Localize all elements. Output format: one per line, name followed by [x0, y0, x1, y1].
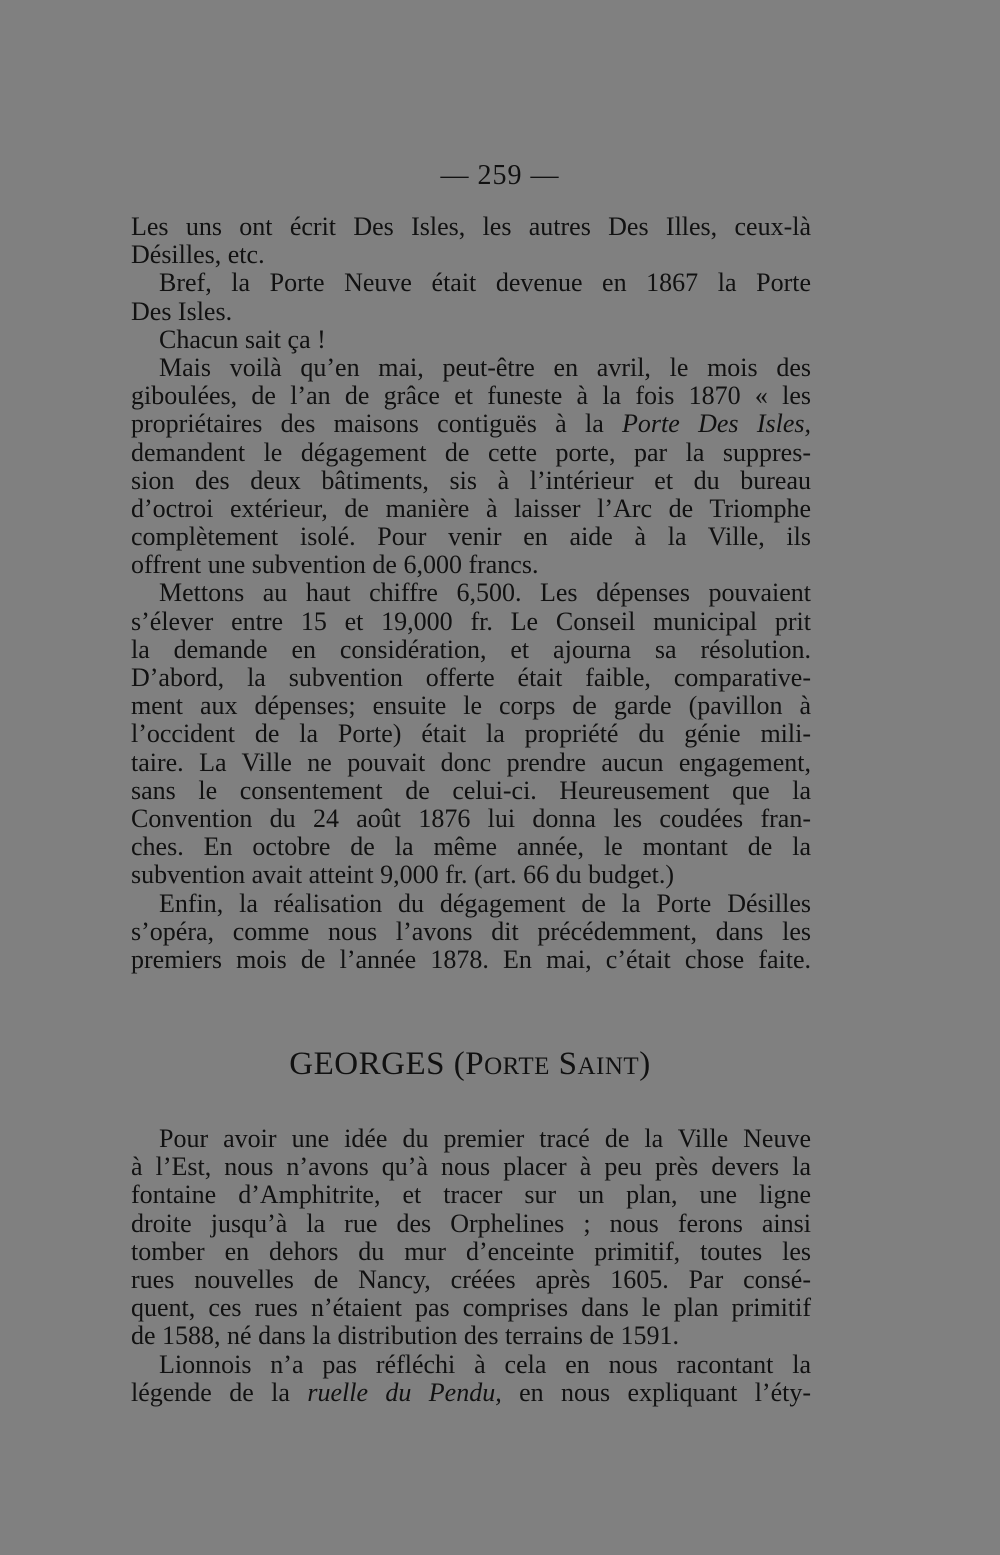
- text-block-porte-saint-georges: [131, 1125, 811, 1407]
- heading-space: [550, 1046, 559, 1082]
- text-line: complètement isolé. Pour venir en aide à la Ville, ils: [131, 522, 811, 552]
- text-line: sion des deux bâtiments, sis à l’intérieur et du bureau: [131, 465, 811, 495]
- text-line: ches. En octobre de la même année, le montant de la: [131, 832, 811, 862]
- text-line: la demande en considération, et ajourna sa résolution.: [131, 634, 811, 664]
- text-block-porte-desilles: [131, 213, 811, 974]
- text-line: tomber en dehors du mur d’enceinte primitif, toutes les: [131, 1236, 811, 1266]
- italic-street-name: ruelle du Pendu,: [307, 1377, 502, 1407]
- text-line: Les uns ont écrit Des Isles, les autres Des Illes, ceux-là: [131, 212, 811, 241]
- text-segment: propriétaires des maisons contiguës à la: [131, 409, 623, 439]
- text-line: Lionnois n’a pas réfléchi à cela en nous racontant la: [159, 1349, 811, 1379]
- text-line: giboulées, de l’an de grâce et funeste à la fois 1870 « les: [131, 381, 811, 411]
- section-heading: [0, 1046, 940, 1083]
- text-line: premiers mois de l’année 1878. En mai, c’était chose faite.: [131, 944, 811, 974]
- text-line: Pour avoir une idée du premier tracé de la Ville Neuve: [159, 1124, 811, 1153]
- text-line: subvention avait atteint 9,000 fr. (art. 66 du budget.): [131, 860, 674, 890]
- text-line: ment aux dépenses; ensuite le corps de garde (pavillon à: [131, 691, 811, 721]
- text-line: Convention du 24 août 1876 lui donna les coudées fran-: [131, 803, 811, 833]
- text-line: d’octroi extérieur, de manière à laisser l’Arc de Triomphe: [131, 493, 811, 523]
- heading-paren-open: (: [444, 1046, 466, 1082]
- text-line: D’abord, la subvention offerte était faible, comparative-: [131, 663, 811, 692]
- text-line: s’élever entre 15 et 19,000 fr. Le Conseil municipal prit: [131, 606, 811, 636]
- text-line: à l’Est, nous n’avons qu’à nous placer à peu près devers la: [131, 1152, 811, 1182]
- text-line: sans le consentement de celui-ci. Heureusement que la: [131, 775, 811, 805]
- text-line: de 1588, né dans la distribution des terrains de 1591.: [131, 1321, 680, 1351]
- text-segment: en nous expliquant l’éty-: [501, 1377, 811, 1407]
- text-line: [131, 410, 811, 438]
- text-line: Des Isles.: [131, 296, 233, 326]
- heading-paren-close: ): [639, 1046, 651, 1082]
- heading-letter: P: [465, 1046, 485, 1082]
- heading-smallcaps: AINT: [577, 1053, 640, 1080]
- text-segment: légende de la: [131, 1377, 308, 1407]
- text-line: [131, 1379, 811, 1407]
- italic-place-name: Porte Des Isles,: [622, 409, 811, 439]
- text-line: Mais voilà qu’en mai, peut-être en avril, le mois des: [159, 352, 811, 382]
- text-line: Chacun sait ça !: [159, 324, 326, 354]
- text-line: Enfin, la réalisation du dégagement de la Porte Désilles: [159, 888, 811, 918]
- heading-main: GEORGES: [289, 1046, 445, 1082]
- text-line: fontaine d’Amphitrite, et tracer sur un plan, une ligne: [131, 1180, 811, 1210]
- heading-letter: S: [558, 1046, 578, 1082]
- page-number: — 259 —: [440, 160, 560, 191]
- text-line: Mettons au haut chiffre 6,500. Les dépenses pouvaient: [159, 578, 811, 608]
- text-line: droite jusqu’à la rue des Orphelines ; nous ferons ainsi: [131, 1208, 811, 1238]
- heading-smallcaps: ORTE: [484, 1053, 550, 1080]
- text-line: offrent une subvention de 6,000 francs.: [131, 550, 539, 580]
- text-line: Désilles, etc.: [131, 240, 265, 270]
- text-line: Bref, la Porte Neuve était devenue en 1867 la Porte: [159, 268, 811, 298]
- text-line: quent, ces rues n’étaient pas comprises dans le plan primitif: [131, 1293, 811, 1323]
- text-line: s’opéra, comme nous l’avons dit précédemment, dans les: [131, 916, 811, 946]
- text-line: rues nouvelles de Nancy, créées après 1605. Par consé-: [131, 1264, 811, 1294]
- text-line: demandent le dégagement de cette porte, par la suppres-: [131, 437, 811, 467]
- text-line: l’occident de la Porte) était la propriété du génie mili-: [131, 719, 811, 749]
- text-line: taire. La Ville ne pouvait donc prendre aucun engagement,: [131, 747, 811, 777]
